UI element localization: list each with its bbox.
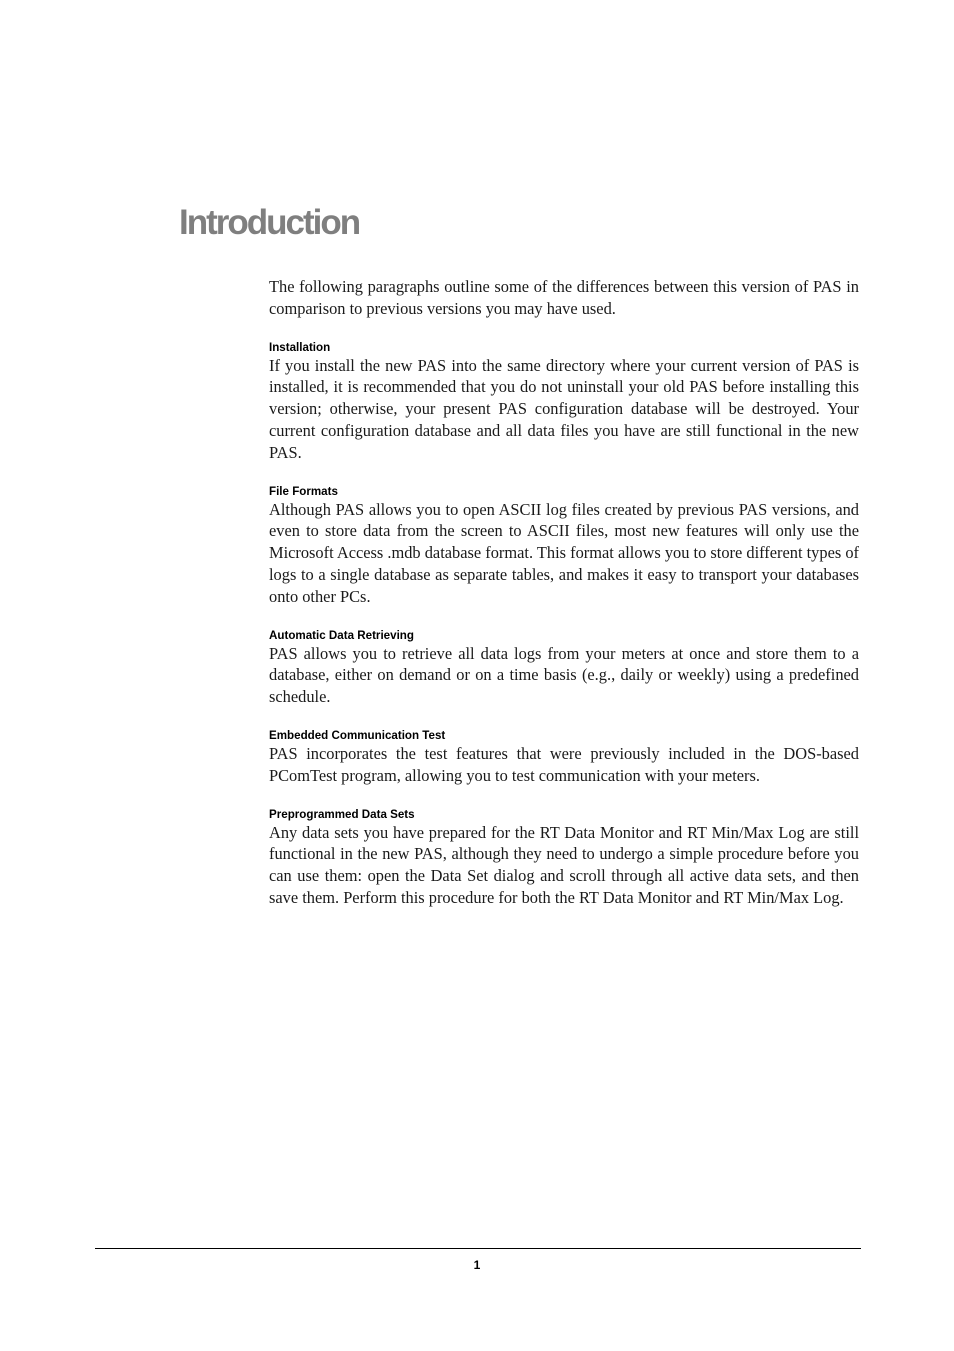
chapter-title: Introduction	[179, 203, 360, 242]
intro-paragraph: The following paragraphs outline some of the differences between this version of PAS in comparison to previous versions you may have used.	[269, 277, 859, 318]
section-paragraph: PAS allows you to retrieve all data logs from your meters at once and store them to a database, either on demand or on a time basis (e.g., daily or weekly) using a predefined schedule.	[269, 643, 859, 707]
footer-divider	[95, 1248, 861, 1249]
section-paragraph: PAS incorporates the test features that were previously included in the DOS-based PComTest program, allowing you to test communication with your meters.	[269, 743, 859, 785]
section-installation	[269, 340, 859, 464]
section-embedded-communication-test	[269, 728, 859, 787]
section-paragraph: Any data sets you have prepared for the RT Data Monitor and RT Min/Max Log are still functional in the new PAS, although they need to undergo a simple procedure before you can use them: open the Data Set dialog and scroll through all active data sets, and then save them. Perform this procedure for both the RT Data Monitor and RT Min/Max Log.	[269, 822, 859, 907]
section-file-formats	[269, 484, 859, 608]
section-heading: Installation	[269, 340, 331, 354]
section-automatic-data-retrieving	[269, 628, 859, 708]
main-content	[269, 276, 859, 909]
section-heading: File Formats	[269, 484, 338, 498]
section-heading: Embedded Communication Test	[269, 728, 446, 742]
page-number: 1	[473, 1258, 481, 1272]
section-paragraph: If you install the new PAS into the same directory where your current version of PAS is installed, it is recommended that you do not uninstall your old PAS before installing this version; otherwise, your present PAS configuration database will be destroyed. Your current configuration database and all data files you have are still functional in the new PAS.	[269, 355, 859, 462]
section-paragraph: Although PAS allows you to open ASCII log files created by previous PAS versions, and even to store data from the screen to ASCII files, most new features will only use the Microsoft Access .mdb database format. This format allows you to store different types of logs to a single database as separate tables, and makes it easy to transport your databases onto other PCs.	[269, 499, 859, 606]
section-heading: Preprogrammed Data Sets	[269, 807, 415, 821]
section-heading: Automatic Data Retrieving	[269, 628, 414, 642]
section-preprogrammed-data-sets	[269, 807, 859, 909]
